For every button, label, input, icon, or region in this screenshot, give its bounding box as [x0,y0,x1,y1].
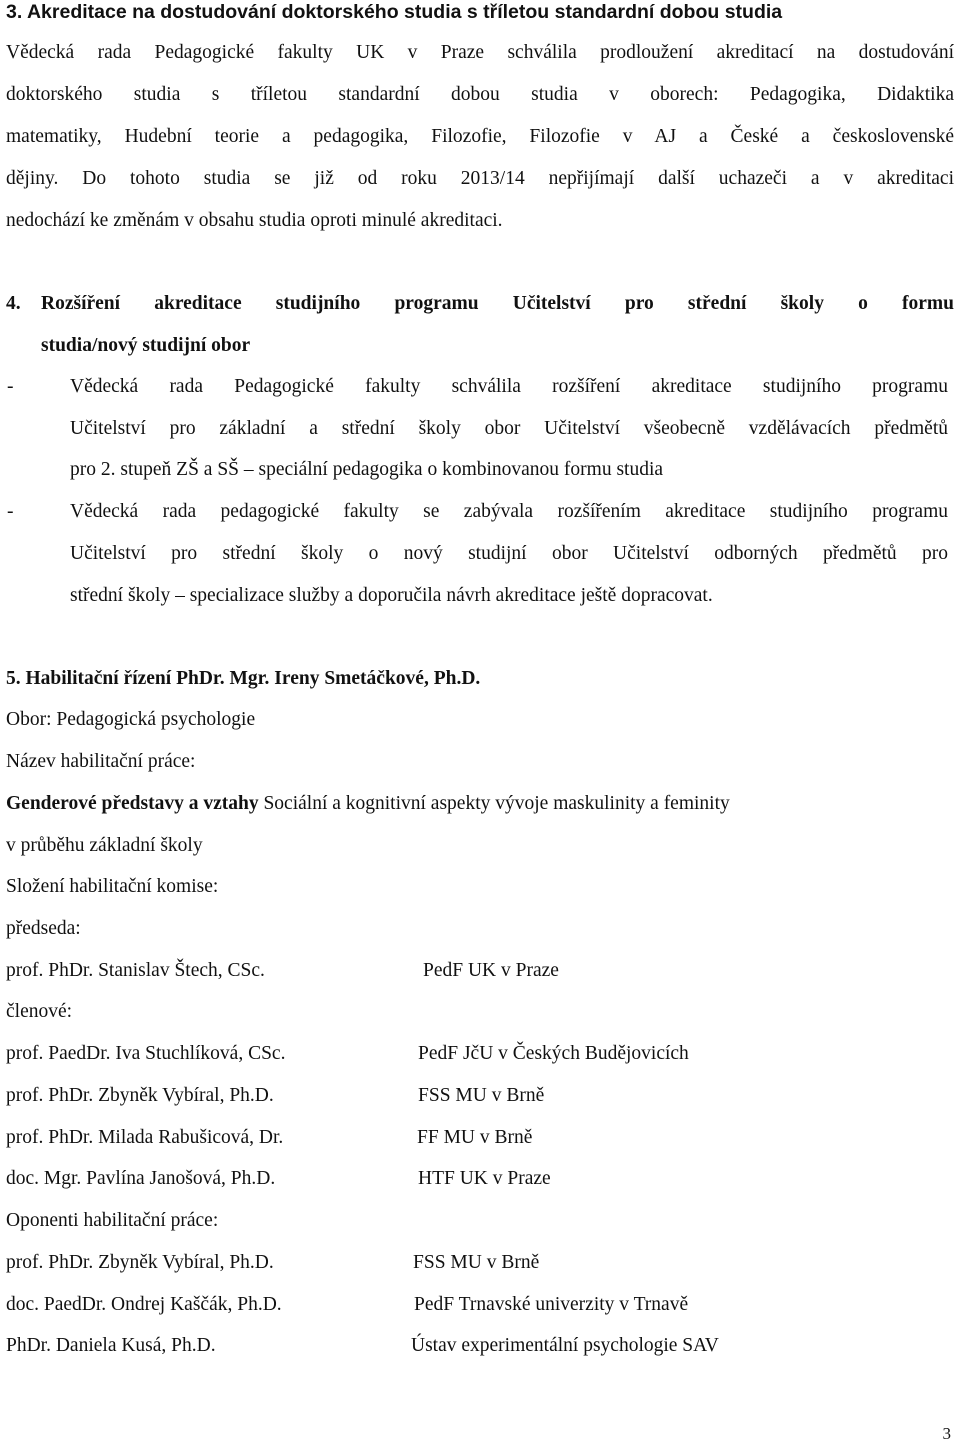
member-name: prof. PhDr. Milada Rabušicová, Dr. [6,1127,284,1148]
member-institution: FF MU v Brně [417,1127,533,1148]
opponent-name: PhDr. Daniela Kusá, Ph.D. [6,1335,216,1356]
section-3-line: Vědecká rada Pedagogické fakulty UK v Praze schválila prodloužení akreditací na dostudování [6,42,954,63]
member-name: doc. Mgr. Pavlína Janošová, Ph.D. [6,1168,276,1189]
section-3-line: nedochází ke změnám v obsahu studia oproti minulé akreditaci. [6,210,503,231]
chair-label: předseda: [6,918,81,939]
member-name: prof. PhDr. Zbyněk Vybíral, Ph.D. [6,1085,274,1106]
bullet-line: Vědecká rada Pedagogické fakulty schválila rozšíření akreditace studijního programu [70,376,948,397]
section-4-heading-cont: studia/nový studijní obor [41,335,251,356]
page-number: 3 [942,1424,951,1443]
obor-line [6,709,255,731]
member-institution: HTF UK v Praze [418,1168,551,1189]
section-3-heading: 3. Akreditace na dostudování doktorského studia s tříletou standardní dobou studia [6,1,783,23]
opponent-institution: FSS MU v Brně [413,1252,540,1273]
chair-institution: PedF UK v Praze [423,960,559,981]
opponent-name: prof. PhDr. Zbyněk Vybíral, Ph.D. [6,1252,274,1273]
section-4-heading: Rozšíření akreditace studijního programu Učitelství pro střední školy o formu [41,293,954,314]
bullet-line: střední školy – specializace služby a doporučila návrh akreditace ještě dopracovat. [70,585,713,606]
bullet-dash: - [7,501,14,522]
thesis-title-rest: Sociální a kognitivní aspekty vývoje maskulinity a feminity [258,793,730,814]
opponents-label: Oponenti habilitační práce: [6,1210,219,1231]
bullet-line: Učitelství pro střední školy o nový studijní obor Učitelství odborných předmětů pro [70,543,948,564]
member-institution: PedF JčU v Českých Budějovicích [418,1043,689,1064]
thesis-title [6,793,730,815]
committee-label: Složení habilitační komise: [6,876,219,897]
thesis-title-bold: Genderové představy a vztahy [6,793,259,814]
bullet-line: pro 2. stupeň ZŠ a SŠ – speciální pedagogika o kombinovanou formu studia [70,459,664,480]
section-3-line: doktorského studia s tříletou standardní dobou studia v oborech: Pedagogika, Didaktika [6,84,954,105]
obor-value: Pedagogická psychologie [51,709,256,730]
section-4-number: 4. [6,293,21,314]
section-5-heading: 5. Habilitační řízení PhDr. Mgr. Ireny Smetáčkové, Ph.D. [6,668,481,689]
bullet-line: Vědecká rada pedagogické fakulty se zabývala rozšířením akreditace studijního programu [70,501,948,522]
opponent-institution: Ústav experimentální psychologie SAV [411,1335,719,1356]
bullet-dash: - [7,376,14,397]
members-label: členové: [6,1001,73,1022]
thesis-title-cont: v průběhu základní školy [6,835,203,856]
member-name: prof. PaedDr. Iva Stuchlíková, CSc. [6,1043,286,1064]
bullet-line: Učitelství pro základní a střední školy obor Učitelství všeobecně vzdělávacích předmětů [70,418,948,439]
chair-name: prof. PhDr. Stanislav Štech, CSc. [6,960,265,981]
thesis-label: Název habilitační práce: [6,751,196,772]
member-institution: FSS MU v Brně [418,1085,545,1106]
opponent-name: doc. PaedDr. Ondrej Kaščák, Ph.D. [6,1294,282,1315]
section-3-line: dějiny. Do tohoto studia se již od roku 2013/14 nepřijímají další uchazeči a v akreditaci [6,168,954,189]
opponent-institution: PedF Trnavské univerzity v Trnavě [414,1294,689,1315]
section-3-line: matematiky, Hudební teorie a pedagogika, Filozofie, Filozofie v AJ a České a československé [6,126,954,147]
obor-label: Obor: [6,709,52,730]
